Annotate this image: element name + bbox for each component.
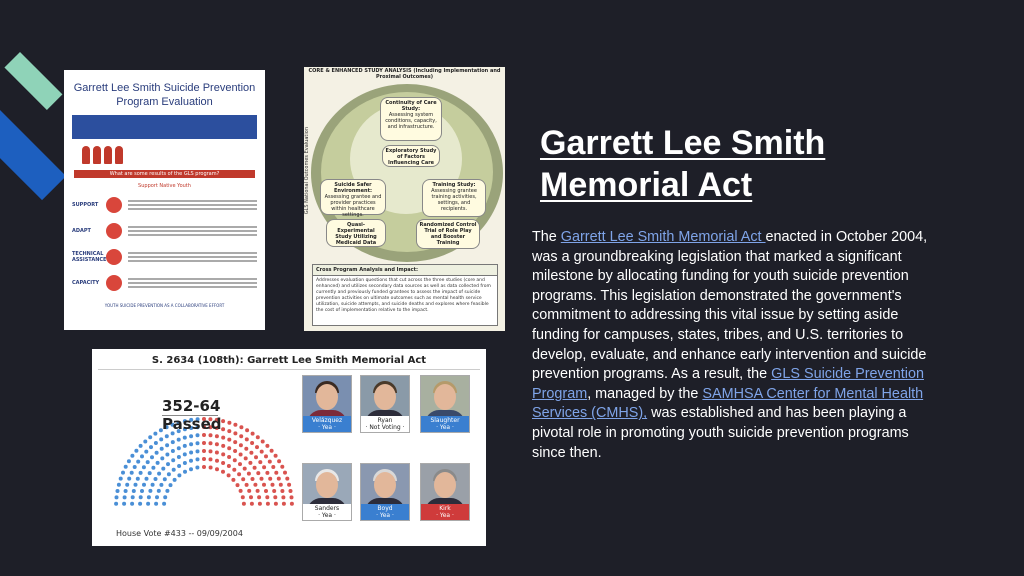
seat-dot xyxy=(227,446,231,450)
seat-dot xyxy=(247,489,251,493)
seat-dot xyxy=(157,472,161,476)
seat-dot xyxy=(136,460,140,464)
seat-dot xyxy=(117,483,121,487)
seat-dot xyxy=(167,472,171,476)
seat-dot xyxy=(153,432,157,436)
seat-dot xyxy=(146,460,150,464)
member-photo: Kirk · Yea · xyxy=(420,463,470,521)
infographic-item: ADAPT xyxy=(72,221,257,241)
seat-dot xyxy=(255,445,259,449)
seat-dot xyxy=(245,437,249,441)
seat-dot xyxy=(140,454,144,458)
seat-dot xyxy=(215,459,219,463)
seat-dot xyxy=(209,466,213,470)
seat-dot xyxy=(157,489,161,493)
seat-dot xyxy=(227,421,231,425)
seat-dot xyxy=(233,431,237,435)
seat-dot xyxy=(189,434,193,438)
seat-dot xyxy=(239,434,243,438)
seat-dot xyxy=(209,449,213,453)
seat-dot xyxy=(274,471,278,475)
seat-dot xyxy=(221,419,225,423)
seat-dot xyxy=(177,464,181,468)
seat-dot xyxy=(165,453,169,457)
seat-dot xyxy=(183,461,187,465)
seat-dot xyxy=(130,454,134,458)
garrett-lee-smith-act-link[interactable]: Garrett Lee Smith Memorial Act xyxy=(560,229,766,245)
seat-dot xyxy=(265,471,269,475)
seat-dot xyxy=(139,471,143,475)
seat-dot xyxy=(271,483,275,487)
seat-dot xyxy=(130,471,134,475)
seat-dot xyxy=(290,502,294,506)
seat-dot xyxy=(149,445,153,449)
seat-dot xyxy=(215,451,219,455)
seat-dot xyxy=(268,460,272,464)
seat-dot xyxy=(145,477,149,481)
seat-dot xyxy=(253,483,257,487)
infographic-title: Garrett Lee Smith Suicide Prevention Program Evaluation xyxy=(73,82,256,108)
seat-dot xyxy=(154,502,158,506)
seat-dot xyxy=(287,483,291,487)
seat-dot xyxy=(258,460,262,464)
seat-dot xyxy=(221,461,225,465)
diagram-box: Training Study: Assessing grantee training activities, settings, and recipients. xyxy=(422,179,486,217)
seat-dot xyxy=(289,489,293,493)
seat-dot xyxy=(227,473,231,477)
people-icon xyxy=(72,143,132,167)
seat-dot xyxy=(272,489,276,493)
seat-dot xyxy=(250,441,254,445)
seat-dot xyxy=(261,440,265,444)
seat-dot xyxy=(189,451,193,455)
seat-dot xyxy=(146,502,150,506)
seat-dot xyxy=(251,477,255,481)
seat-dot xyxy=(161,467,165,471)
seat-dot xyxy=(256,471,260,475)
study-analysis-diagram xyxy=(304,67,505,331)
seat-dot xyxy=(183,444,187,448)
seat-dot xyxy=(171,449,175,453)
seat-dot xyxy=(139,444,143,448)
seat-dot xyxy=(156,461,160,465)
seat-dot xyxy=(196,449,200,453)
seat-dot xyxy=(139,495,143,499)
seat-dot xyxy=(233,458,237,462)
seat-dot xyxy=(236,483,240,487)
seat-dot xyxy=(257,495,261,499)
seat-dot xyxy=(247,472,251,476)
seat-dot xyxy=(123,495,127,499)
seat-dot xyxy=(127,459,131,463)
seat-dot xyxy=(277,477,281,481)
seat-dot xyxy=(245,428,249,432)
adapt-icon xyxy=(106,223,122,239)
seat-dot xyxy=(215,434,219,438)
seat-dot xyxy=(241,477,245,481)
seat-dot xyxy=(183,470,187,474)
seat-dot xyxy=(227,429,231,433)
seat-dot xyxy=(125,483,129,487)
seat-dot xyxy=(202,449,206,453)
seat-dot xyxy=(283,471,287,475)
seat-dot xyxy=(124,465,128,469)
seat-dot xyxy=(271,465,275,469)
seat-dot xyxy=(159,437,163,441)
seat-dot xyxy=(160,456,164,460)
seat-dot xyxy=(264,489,268,493)
seat-dot xyxy=(227,464,231,468)
seat-dot xyxy=(244,447,248,451)
seat-dot xyxy=(239,453,243,457)
seat-dot xyxy=(256,435,260,439)
seat-dot xyxy=(189,442,193,446)
seat-dot xyxy=(183,436,187,440)
seat-dot xyxy=(169,483,173,487)
seat-dot xyxy=(285,477,289,481)
infographic-subhead: Support Native Youth xyxy=(138,183,191,189)
seat-dot xyxy=(250,502,254,506)
seat-dot xyxy=(241,495,245,499)
diagram-box: Continuity of Care Study: Assessing system conditions, capacity, and infrastructure. xyxy=(380,97,442,141)
diagram-box: Randomized Control Trial of Role Play and Booster Training xyxy=(416,219,480,249)
seat-dot xyxy=(238,462,242,466)
seat-dot xyxy=(221,427,225,431)
vote-footer: House Vote #433 -- 09/09/2004 xyxy=(116,529,243,538)
member-photo: Sanders · Yea · xyxy=(302,463,352,521)
member-photo: Boyd · Yea · xyxy=(360,463,410,521)
diagram-box: Quasi-Experimental Study Utilizing Medicaid Data xyxy=(326,219,386,247)
seat-dot xyxy=(209,457,213,461)
samhsa-cmhs-link[interactable]: SAMHSA Center for Mental Health Services (CMHS), xyxy=(532,385,924,422)
infographic-footer: YOUTH SUICIDE PREVENTION AS A COLLABORATIVE EFFORT xyxy=(104,303,225,308)
seat-dot xyxy=(171,440,175,444)
infographic-blue-box xyxy=(72,115,257,139)
seat-dot xyxy=(189,467,193,471)
seat-dot xyxy=(154,477,158,481)
infographic-red-banner: What are some results of the GLS program? xyxy=(74,170,255,178)
accent-stripe-teal xyxy=(4,52,62,110)
seat-dot xyxy=(239,425,243,429)
diagram-box: Suicide Safer Environment: Assessing grantee and provider practices within healthcare settings. xyxy=(320,179,386,215)
seat-dot xyxy=(119,477,123,481)
seat-dot xyxy=(215,442,219,446)
seat-dot xyxy=(262,483,266,487)
seat-dot xyxy=(140,489,144,493)
seat-dot xyxy=(209,433,213,437)
seat-dot xyxy=(221,444,225,448)
seat-dot xyxy=(138,502,142,506)
seat-dot xyxy=(177,446,181,450)
seat-dot xyxy=(195,466,199,470)
seat-dot xyxy=(202,465,206,469)
seat-dot xyxy=(239,489,243,493)
seat-dot xyxy=(209,441,213,445)
vote-result: Passed xyxy=(162,415,222,433)
seat-dot xyxy=(282,502,286,506)
seat-dot xyxy=(151,466,155,470)
seat-dot xyxy=(172,468,176,472)
seat-dot xyxy=(233,423,237,427)
seat-dot xyxy=(166,462,170,466)
seat-dot xyxy=(133,465,137,469)
seat-dot xyxy=(134,483,138,487)
seat-dot xyxy=(132,489,136,493)
seat-dot xyxy=(165,434,169,438)
seat-dot xyxy=(134,449,138,453)
seat-dot xyxy=(196,457,200,461)
seat-dot xyxy=(253,466,257,470)
seat-dot xyxy=(233,449,237,453)
seat-dot xyxy=(245,483,249,487)
seat-dot xyxy=(202,457,206,461)
infographic-item: TECHNICAL ASSISTANCE xyxy=(72,247,257,267)
seat-dot xyxy=(256,489,260,493)
seat-dot xyxy=(242,502,246,506)
seat-dot xyxy=(260,477,264,481)
seat-dot xyxy=(268,477,272,481)
seat-dot xyxy=(150,455,154,459)
seat-dot xyxy=(279,483,283,487)
diagram-bottom-box: Cross Program Analysis and Impact: Addresses evaluation questions that cut across the three studies (core and enhanced) and utilizes secondary data sources as well as data collected from currently and previously funded grantees to assess the impact of suicide prevention activities on ultimate outcomes such as mental health service utilization, suicide attempts, and suicide deaths and explores where feasible the cost of implementation relative to the impact. xyxy=(312,264,498,326)
seat-dot xyxy=(270,449,274,453)
seat-dot xyxy=(183,452,187,456)
seat-dot xyxy=(155,495,159,499)
seat-dot xyxy=(131,495,135,499)
diagram-side-label: GLS National Outcomes Evaluation xyxy=(304,127,310,215)
gls-program-link[interactable]: GLS Suicide Prevention Program xyxy=(532,366,924,402)
slide-body: The Garrett Lee Smith Memorial Act enacted in October 2004, was a groundbreaking legislation that marked a significant milestone by allocating funding for youth suicide prevention programs. This legislation demonstrated the government's commitment to addressing this vital issue by setting aside funding for campuses, states, tribes, and U.S. territories to develop, evaluate, and enhance early intervention and suicide prevention programs. As a result, the GLS Suicide Prevention Program, managed by the SAMHSA Center for Mental Health Services (CMHS), was established and has been playing a pivotal role in promoting youth suicide prevention programs since then. xyxy=(532,229,928,461)
seat-dot xyxy=(143,440,147,444)
seat-dot xyxy=(280,465,284,469)
seat-dot xyxy=(239,443,243,447)
seat-dot xyxy=(142,483,146,487)
seat-dot xyxy=(142,465,146,469)
seat-dot xyxy=(136,477,140,481)
seat-dot xyxy=(260,450,264,454)
seat-dot xyxy=(121,471,125,475)
seat-dot xyxy=(248,461,252,465)
seat-dot xyxy=(221,470,225,474)
evaluation-infographic xyxy=(64,70,265,330)
seat-dot xyxy=(243,467,247,471)
seat-dot xyxy=(162,502,166,506)
seat-dot xyxy=(202,441,206,445)
diagram-box: Exploratory Study of Factors Influencing Care xyxy=(382,145,440,167)
infographic-item: SUPPORT xyxy=(72,195,257,215)
seat-dot xyxy=(130,502,134,506)
seat-dot xyxy=(196,433,200,437)
seat-dot xyxy=(227,455,231,459)
seat-dot xyxy=(280,489,284,493)
seat-dot xyxy=(115,495,119,499)
vote-count: 352-64 xyxy=(162,397,221,415)
seat-dot xyxy=(277,459,281,463)
seat-dot xyxy=(249,495,253,499)
seat-dot xyxy=(266,502,270,506)
seat-dot xyxy=(173,478,177,482)
seat-dot xyxy=(258,502,262,506)
seat-dot xyxy=(116,489,120,493)
slide-title: Garrett Lee Smith Memorial Act xyxy=(540,124,826,204)
seat-dot xyxy=(262,465,266,469)
member-photo: Ryan · Not Voting · xyxy=(360,375,410,433)
seat-dot xyxy=(163,495,167,499)
seat-dot xyxy=(221,452,225,456)
member-photo: Velázquez · Yea · xyxy=(302,375,352,433)
seat-dot xyxy=(231,478,235,482)
seat-dot xyxy=(189,459,193,463)
seat-dot xyxy=(274,454,278,458)
support-icon xyxy=(106,197,122,213)
technical-assistance-icon xyxy=(106,249,122,265)
seat-dot xyxy=(171,458,175,462)
vote-title: S. 2634 (108th): Garrett Lee Smith Memorial Act xyxy=(151,355,427,366)
seat-dot xyxy=(147,495,151,499)
seat-dot xyxy=(155,451,159,455)
seat-dot xyxy=(233,440,237,444)
seat-dot xyxy=(151,483,155,487)
capacity-icon xyxy=(106,275,122,291)
seat-dot xyxy=(290,495,294,499)
seat-dot xyxy=(274,502,278,506)
seat-dot xyxy=(154,441,158,445)
seat-dot xyxy=(159,483,163,487)
seat-dot xyxy=(265,495,269,499)
seat-dot xyxy=(148,435,152,439)
seat-dot xyxy=(251,432,255,436)
seat-dot xyxy=(122,502,126,506)
seat-dot xyxy=(215,467,219,471)
seat-dot xyxy=(196,441,200,445)
seat-dot xyxy=(114,502,118,506)
seat-dot xyxy=(160,447,164,451)
seat-dot xyxy=(265,444,269,448)
seat-dot xyxy=(227,438,231,442)
seat-dot xyxy=(254,455,258,459)
seat-dot xyxy=(148,471,152,475)
seat-dot xyxy=(163,477,167,481)
seat-dot xyxy=(177,455,181,459)
seat-dot xyxy=(165,489,169,493)
seat-dot xyxy=(281,495,285,499)
seat-dot xyxy=(144,450,148,454)
diagram-heading: CORE & ENHANCED STUDY ANALYSIS (Including Implementation and Proximal Outcomes) xyxy=(308,68,501,80)
infographic-item: CAPACITY xyxy=(72,273,257,293)
seat-dot xyxy=(264,454,268,458)
seat-dot xyxy=(127,477,131,481)
house-vote-graphic xyxy=(92,349,486,546)
seat-dot xyxy=(202,433,206,437)
member-photo: Slaughter · Yea · xyxy=(420,375,470,433)
seat-dot xyxy=(165,443,169,447)
seat-dot xyxy=(249,451,253,455)
seat-dot xyxy=(237,472,241,476)
seat-dot xyxy=(124,489,128,493)
seat-dot xyxy=(148,489,152,493)
seat-dot xyxy=(177,473,181,477)
seat-dot xyxy=(177,438,181,442)
seat-dot xyxy=(232,468,236,472)
seat-dot xyxy=(244,456,248,460)
seat-dot xyxy=(221,436,225,440)
seat-dot xyxy=(273,495,277,499)
